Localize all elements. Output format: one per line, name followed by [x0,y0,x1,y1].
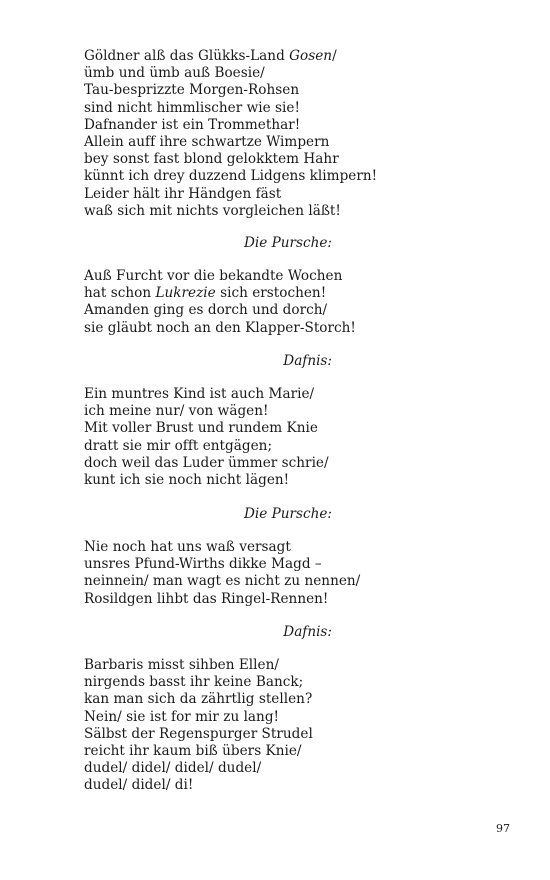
verse-text: kunt ich sie noch nicht lägen! [84,472,290,489]
verse-line [84,134,384,151]
verse-line [84,743,384,760]
verse-text: ich meine nur/ von wägen! [84,403,269,420]
verse-text: bey sonst fast blond gelokktem Hahr [84,151,339,168]
verse-line [84,573,384,590]
verse-text: ümb und ümb auß Boesie/ [84,65,265,82]
verse-text: Auß Furcht vor die bekandte Wochen [84,268,343,284]
verse-text: Göldner alß das Glükks-Land [84,48,290,64]
verse-text: künnt ich drey duzzend Lidgens klimpern! [84,168,378,185]
verse-text: Nein/ sie ist for mir zu lang! [84,708,280,725]
verse-line [84,100,384,117]
verse-text: reicht ihr kaum biß übers Knie/ [84,743,302,760]
verse-text: Nie noch hat uns waß versagt [84,539,291,555]
verse-text: dudel/ didel/ didel/ dudel/ [84,760,262,777]
verse-line [84,386,384,403]
verse-text: Allein auff ihre schwartze Wimpern [84,134,330,151]
verse-line [84,168,384,185]
page-number: 97 [496,822,510,835]
verse-line [84,268,384,285]
italic-name: Gosen [289,48,333,64]
verse-line [84,657,384,674]
verse-text: Dafnander ist ein Trommethar! [84,116,301,133]
verse-line [84,556,384,573]
verse-line [84,777,384,794]
verse-line [84,65,384,82]
verse-line [84,320,384,337]
verse-text: Amanden ging es dorch und dorch/ [84,302,328,319]
verse-text: dudel/ didel/ di! [84,777,194,794]
verse-line [84,302,384,319]
verse-line [84,674,384,691]
verse-line [84,539,384,556]
stanza [84,539,384,608]
verse-text: dratt sie mir offt entgägen; [84,437,273,454]
verse-line [84,726,384,743]
verse-line [84,709,384,726]
verse-line [84,472,384,489]
verse-text: sie gläubt noch an den Klapper-Storch! [84,319,356,336]
speaker-heading: Die Pursche: [244,506,332,522]
verse-text: / [332,48,337,64]
verse-text: Ein muntres Kind ist auch Marie/ [84,386,315,402]
verse-line [84,285,384,302]
verse-text: Sälbst der Regenspurger Strudel [84,725,313,742]
stanza [84,48,384,220]
verse-text: hat schon [84,285,156,302]
verse-line [84,420,384,437]
verse-line [84,151,384,168]
verse-line [84,186,384,203]
verse-line [84,48,384,65]
verse-text: neinnein/ man wagt es nicht zu nennen/ [84,573,361,590]
verse-text: nirgends basst ihr keine Banck; [84,674,304,691]
verse-line [84,403,384,420]
stanza [84,657,384,795]
verse-line [84,82,384,99]
speaker-heading: Die Pursche: [244,235,332,251]
verse-text: sich erstochen! [215,285,327,302]
verse-text: Mit voller Brust und rundem Knie [84,420,318,437]
stanza [84,268,384,337]
verse-line [84,438,384,455]
verse-text: unsres Pfund-Wirths dikke Magd – [84,556,322,573]
verse-text: kan man sich da zährtlig stellen? [84,691,313,708]
speaker-heading: Dafnis: [283,624,332,640]
verse-line [84,760,384,777]
verse-text: doch weil das Luder ümmer schrie/ [84,454,329,471]
verse-text: Rosildgen lihbt das Ringel-Rennen! [84,590,329,607]
stanza [84,386,384,489]
verse-line [84,117,384,134]
verse-line [84,455,384,472]
verse-text: waß sich mit nichts vorgleichen läßt! [84,202,341,219]
verse-text: Barbaris misst sihben Ellen/ [84,657,279,673]
verse-text: Tau-besprizzte Morgen-Rohsen [84,82,300,99]
verse-text: Leider hält ihr Händgen fäst [84,185,282,202]
verse-line [84,691,384,708]
verse-line [84,591,384,608]
verse-line [84,203,384,220]
speaker-heading: Dafnis: [283,353,332,369]
verse-text: sind nicht himmlischer wie sie! [84,99,300,116]
italic-name: Lukrezie [155,285,216,302]
